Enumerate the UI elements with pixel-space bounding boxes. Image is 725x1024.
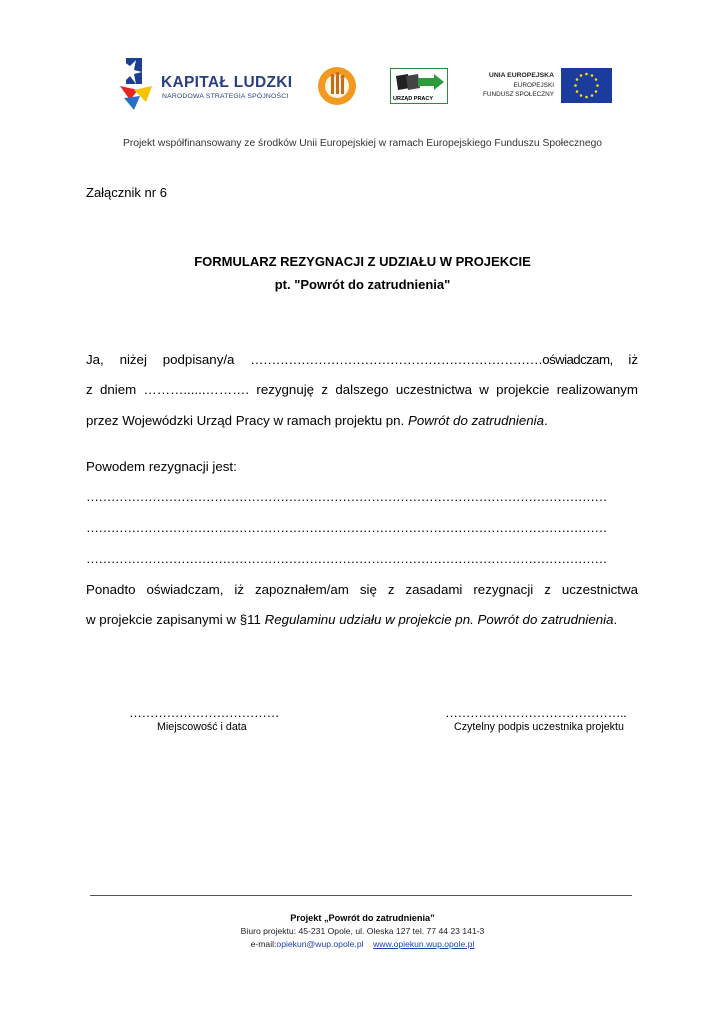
urzad-pracy-label: URZĄD PRACY: [393, 96, 434, 102]
reason-label: Powodem rezygnacji jest:: [86, 459, 237, 474]
signature-caption: Czytelny podpis uczestnika projektu: [454, 721, 624, 733]
footer-office: Biuro projektu: 45-231 Opole, ul. Oleska 127 tel. 77 44 23 141-3: [240, 926, 485, 936]
eu-line2: EUROPEJSKI: [513, 81, 554, 89]
place-date-field[interactable]: ………………………………: [129, 705, 279, 720]
footer-project-name: Projekt „Powrót do zatrudnienia”: [290, 913, 435, 923]
stmt-l2-text: w projekcie zapisanymi w §11: [86, 612, 265, 627]
project-name-title: pt. "Powrót do zatrudnienia": [274, 277, 451, 292]
footer-contact: [0, 939, 725, 949]
place-date-caption: Miejscowość i data: [157, 721, 247, 733]
eu-fund-text: [468, 71, 554, 100]
eu-flag-icon: [561, 68, 612, 103]
declaration-line-3: [86, 412, 638, 430]
decl-word-2: niżej: [119, 352, 147, 367]
decl-l3-project: Powrót do zatrudnienia: [407, 413, 544, 428]
footer-project: [0, 913, 725, 923]
reason-line-1[interactable]: ………………………………………………………………………………………………………………: [86, 489, 607, 504]
reason-line-3[interactable]: ………………………………………………………………………………………………………………: [86, 551, 607, 566]
statement-line-1: Ponadto oświadczam, iż zapoznałem/am się z zasadami rezygnacji z uczestnictwa: [86, 582, 638, 597]
form-title: FORMULARZ REZYGNACJI Z UDZIAŁU W PROJEKCIE: [194, 254, 531, 269]
powrot-do-zatrudnienia-logo-icon: [317, 66, 357, 106]
reason-line-2[interactable]: ………………………………………………………………………………………………………………: [86, 520, 607, 535]
footer-website-link[interactable]: www.opiekun.wup.opole.pl: [373, 939, 475, 949]
decl-word-1: Ja,: [86, 352, 104, 367]
stmt-l2-end: .: [613, 612, 618, 627]
decl-l3-text: przez Wojewódzki Urząd Pracy w ramach projektu pn.: [86, 413, 408, 428]
footer-email-label: e-mail:: [250, 939, 277, 949]
footer-email-link[interactable]: opiekun@wup.opole.pl: [276, 939, 364, 949]
eu-line1: UNIA EUROPEJSKA: [488, 72, 554, 79]
decl-name-field[interactable]: ……………………………………………………………oświadczam,: [250, 352, 613, 367]
eu-line3: FUNDUSZ SPOŁECZNY: [482, 91, 554, 99]
kapital-ludzki-title: KAPITAŁ LUDZKI: [161, 74, 293, 91]
decl-word-5: iż: [628, 352, 638, 367]
kapital-ludzki-subtitle: NARODOWA STRATEGIA SPÓJNOŚCI: [162, 93, 289, 100]
declaration-line-2: z dniem ………......………. rezygnuję z dalszego uczestnictwa w projekcie realizowanym: [86, 382, 638, 397]
declaration-line-1: [86, 351, 638, 369]
decl-l3-end: .: [543, 413, 548, 428]
cofinancing-note: Projekt współfinansowany ze środków Unii Europejskiej w ramach Europejskiego Funduszu Społecznego: [122, 138, 603, 149]
statement-line-2: [86, 611, 638, 629]
footer-divider: [90, 895, 632, 896]
kapital-ludzki-logo-icon: [116, 56, 156, 112]
stmt-l2-regulation: Regulaminu udziału w projekcie pn. Powrót do zatrudnienia: [264, 612, 614, 627]
annex-number: Załącznik nr 6: [86, 185, 167, 200]
signature-field[interactable]: ……………………………………..: [445, 705, 627, 720]
decl-word-3: podpisany/a: [162, 352, 235, 367]
